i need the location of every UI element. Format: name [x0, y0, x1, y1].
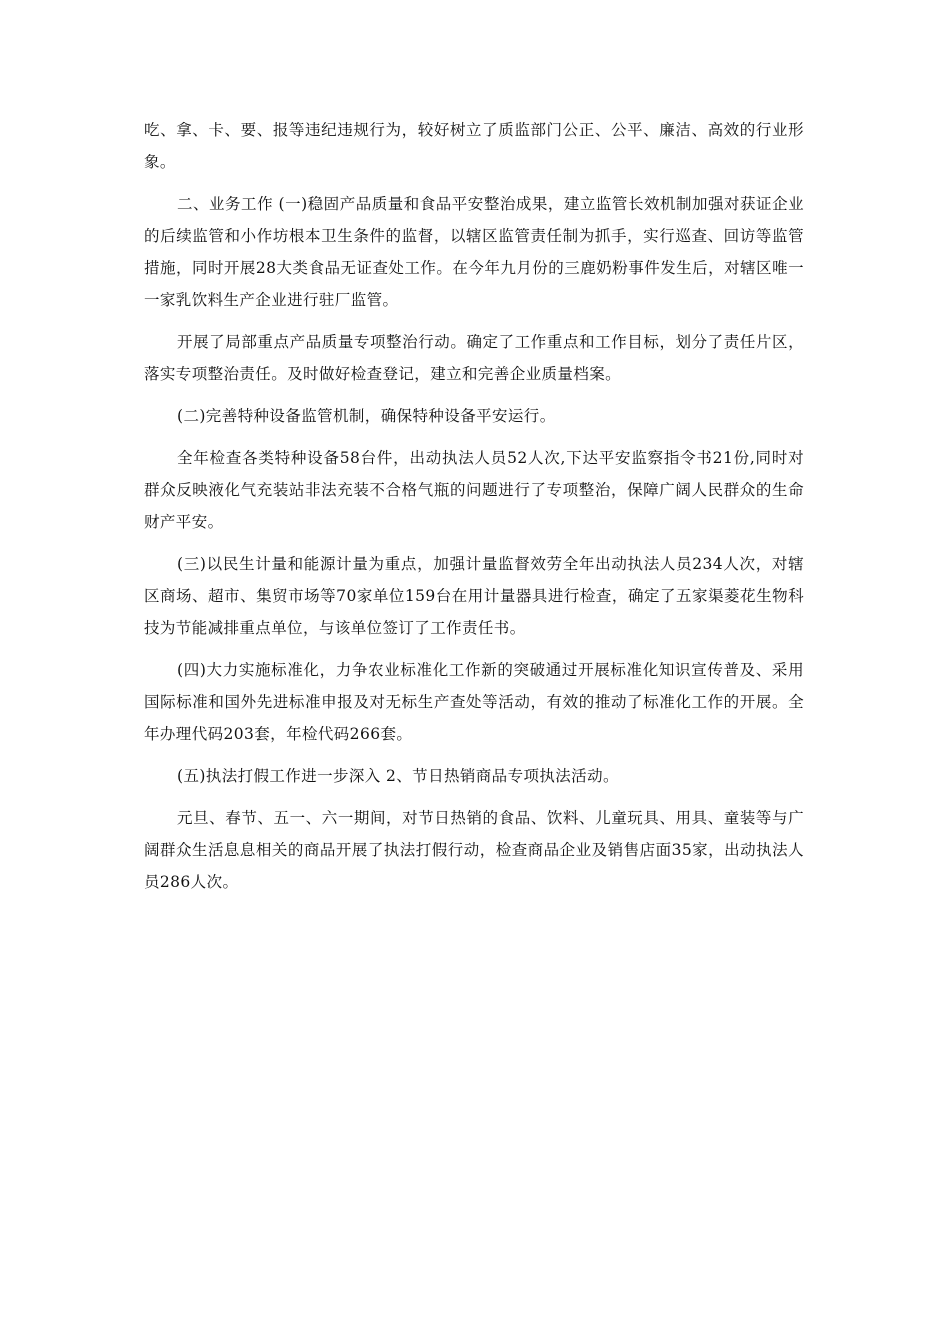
- paragraph-standardization: (四)大力实施标准化，力争农业标准化工作新的突破通过开展标准化知识宣传普及、采用国际标准和国外先进标准申报及对无标生产查处等活动，有效的推动了标准化工作的开展。全年办理代码203套，年检代码266套。: [144, 661, 804, 743]
- document-body: [144, 114, 804, 898]
- paragraph-product-quality: 开展了局部重点产品质量专项整治行动。确定了工作重点和工作目标，划分了责任片区，落实专项整治责任。及时做好检查登记，建立和完善企业质量档案。: [144, 333, 804, 383]
- paragraph-business-work: 二、业务工作 (一)稳固产品质量和食品平安整治成果，建立监管长效机制加强对获证企业的后续监管和小作坊根本卫生条件的监督，以辖区监管责任制为抓手，实行巡查、回访等监管措施，同时开展28大类食品无证查处工作。在今年九月份的三鹿奶粉事件发生后，对辖区唯一一家乳饮料生产企业进行驻厂监管。: [144, 195, 804, 309]
- paragraph-anti-counterfeit-heading: (五)执法打假工作进一步深入 2、节日热销商品专项执法活动。: [177, 767, 619, 785]
- paragraph-continuation: 吃、拿、卡、要、报等违纪违规行为，较好树立了质监部门公正、公平、廉洁、高效的行业形象。: [144, 121, 804, 171]
- paragraph-special-equipment-heading: (二)完善特种设备监管机制，确保特种设备平安运行。: [177, 407, 556, 425]
- paragraph-special-equipment-inspection: 全年检查各类特种设备58台件，出动执法人员52人次,下达平安监察指令书21份,同时对群众反映液化气充装站非法充装不合格气瓶的问题进行了专项整治，保障广阔人民群众的生命财产平安。: [144, 449, 804, 531]
- paragraph-holiday-enforcement: 元旦、春节、五一、六一期间，对节日热销的食品、饮料、儿童玩具、用具、童装等与广阔群众生活息息相关的商品开展了执法打假行动，检查商品企业及销售店面35家，出动执法人员286人次。: [144, 809, 804, 891]
- paragraph-metrology: (三)以民生计量和能源计量为重点，加强计量监督效劳全年出动执法人员234人次，对辖区商场、超市、集贸市场等70家单位159台在用计量器具进行检查，确定了五家渠菱花生物科技为节能减排重点单位，与该单位签订了工作责任书。: [144, 555, 804, 637]
